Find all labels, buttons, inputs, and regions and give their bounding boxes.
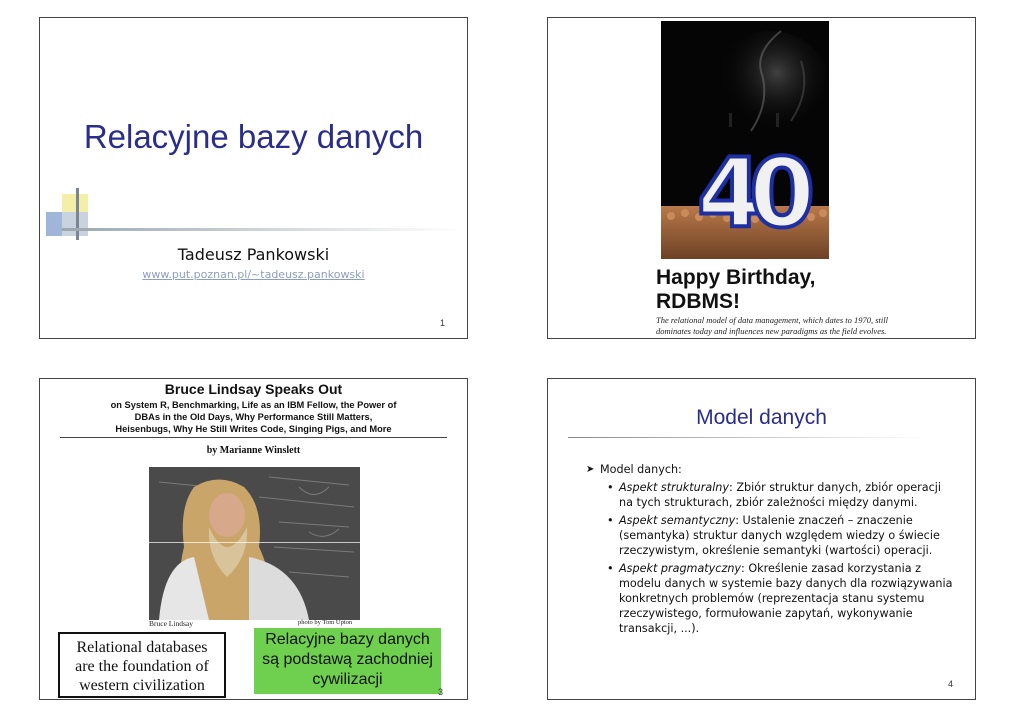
bullet-icon: • [607,514,614,527]
list-item [586,513,956,558]
aspect-term: Aspekt semantyczny [619,514,736,527]
list-item [586,480,956,510]
headline-line: Happy Birthday, [656,266,816,289]
divider [60,437,447,438]
aspect-term: Aspekt pragmatyczny [619,562,742,575]
author-name: Tadeusz Pankowski [177,245,330,264]
slide-number: 1 [439,318,445,328]
birthday-cake-40-candle-photo [661,21,829,259]
translation-box [254,628,441,694]
bullet-icon: • [607,562,614,575]
photo-caption-subject: Bruce Lindsay [149,619,193,628]
arrow-bullet-icon: ➤ [586,464,595,475]
photo-caption-credit: photo by Tom Upton [298,619,353,626]
aspect-list [586,480,956,636]
byline: by Marianne Winslett [206,445,301,456]
quote-box [58,632,226,698]
slide-number: 3 [437,687,443,697]
slide-1 [39,17,468,339]
aspect-text: : Określenie zasad korzystania z modelu danych w systemie bazy danych dla rozwiązywania konkretnych problemów (reprezentacja stanu systemu rzeczywistego, formułowanie zapytań, wykonywanie transakcji, ...). [619,562,953,635]
translation-line: Relacyjne bazy danych [265,631,430,648]
slide-title: Relacyjne bazy danych [83,118,424,155]
translation-line: są podstawą zachodniej [262,651,433,668]
headline-line: RDBMS! [656,290,740,313]
author-url-link[interactable]: www.put.poznan.pl/~tadeusz.pankowski [142,268,365,281]
headline [656,266,956,314]
decorative-crosshair-graphic [44,188,464,240]
slide-2 [547,17,976,339]
subtitle-line: DBAs in the Old Days, Why Performance Still Matters, [134,412,373,422]
divider [568,437,928,438]
lead-text: Model danych: [600,463,682,476]
svg-text:0: 0 [749,139,816,249]
portrait-photo [149,467,360,620]
slide-3 [39,378,468,700]
svg-text:4: 4 [697,139,764,249]
quote-line: western civilization [79,677,205,694]
list-item [586,561,956,636]
article-subtitle [80,399,427,435]
list-item [586,462,956,477]
quote-line: Relational databases [76,639,208,656]
aspect-term: Aspekt strukturalny [619,481,730,494]
subtitle-line: dominates today and influences new paradigms as the field evolves. [656,326,887,336]
subtitle-line: on System R, Benchmarking, Life as an IBM Fellow, the Power of [110,400,397,410]
bullet-icon: • [607,481,614,494]
headline-subtitle [656,315,956,337]
quote-line: are the foundation of [75,658,209,675]
subtitle-line: The relational model of data management, which dates to 1970, still [656,315,889,325]
slide-title: Model danych [696,406,827,429]
subtitle-line: Heisenbugs, Why He Still Writes Code, Singing Pigs, and More [115,424,392,434]
slide-body [586,462,956,639]
aspect-text: : Zbiór struktur danych, zbiór operacji na tych strukturach, zbiór zależności między danymi. [619,481,942,509]
aspect-text: : Ustalenie znaczeń – znaczenie (semantyka) struktur danych względem wiedzy o świecie rzeczywistym, określenie semantyki (wartości) operacji. [619,514,940,557]
article-title: Bruce Lindsay Speaks Out [164,381,343,397]
slide-number: 4 [947,679,953,689]
translation-line: cywilizacji [312,671,383,688]
slide-4 [547,378,976,700]
